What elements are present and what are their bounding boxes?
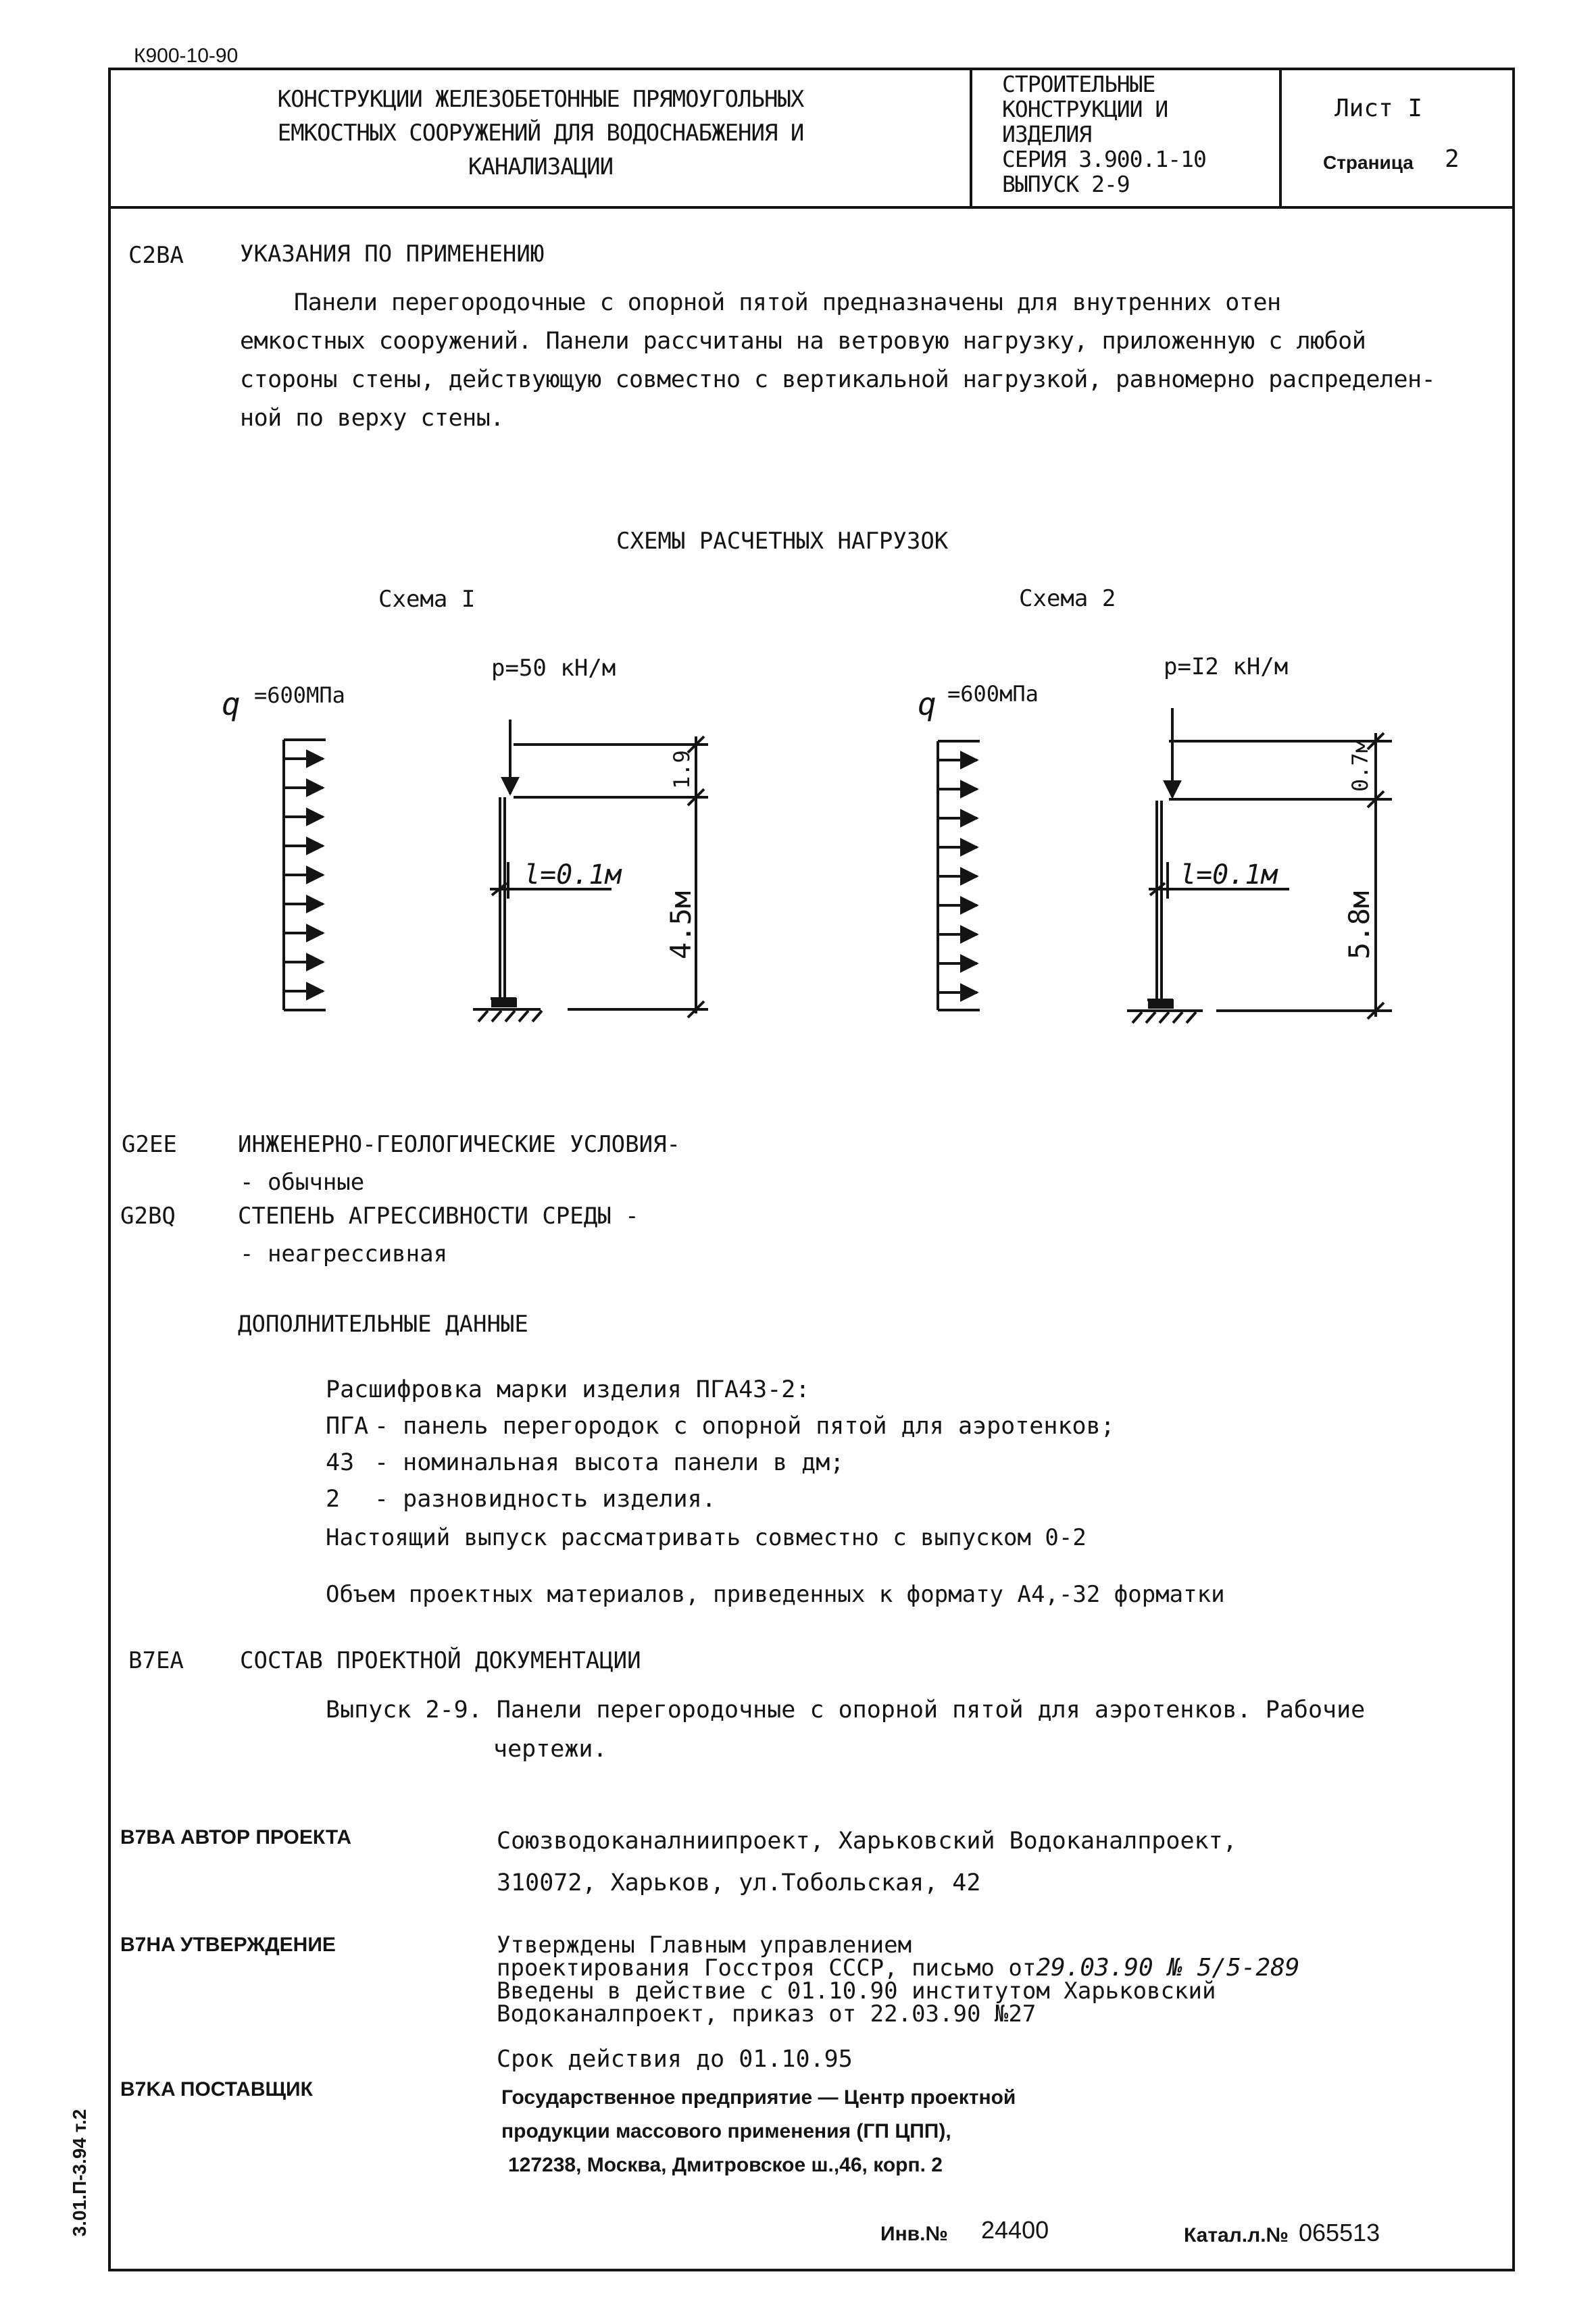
section-code: G2BQ [120,1203,176,1230]
load-schemes-diagram [0,0,1596,1081]
author-line: 310072, Харьков, ул.Тобольская, 42 [497,1869,981,1896]
corner-code: К900-10-90 [134,45,239,67]
decode-item [326,1481,1115,1517]
composition-text [326,1690,1365,1769]
supplier-validity: Срок действия до 01.10.95 [497,2046,853,2073]
decode-key: 2 [326,1486,341,1513]
scheme1-q-value: =600МПа [254,682,345,708]
scheme2-top-dim: 0.7м [1347,739,1373,792]
scheme1-height: 4.5м [664,890,697,959]
approval-text [497,1934,1299,2026]
section-code: G2EE [122,1131,177,1158]
decode-key: 43 [326,1449,355,1476]
scheme2-label: Схема 2 [1019,585,1116,612]
page-number: 2 [1445,145,1460,173]
inv-value: 24400 [981,2216,1049,2244]
paragraph-line: ной по верху стены. [240,405,504,432]
paragraph-line: емкостных сооружений. Панели рассчитаны на ветровую нагрузку, приложенную с любой [240,328,1366,355]
supplier-line: продукции массового применения (ГП ЦПП), [501,2120,951,2142]
scheme2-q-value: =600мПа [947,681,1039,707]
section-heading: СТЕПЕНЬ АГРЕССИВНОСТИ СРЕДЫ - [238,1203,639,1230]
scheme2-p-label: p=I2 кН/м [1164,653,1289,680]
scheme2-q-symbol: q [918,686,937,722]
decode-title: Расшифровка марки изделия ПГА43-2: [326,1376,810,1403]
header-title-line: КОНСТРУКЦИИ ЖЕЛЕЗОБЕТОННЫЕ ПРЯМОУГОЛЬНЫХ [277,86,804,113]
header-title-line: ЕМКОСТНЫХ СООРУЖЕНИЙ ДЛЯ ВОДОСНАБЖЕНИЯ И [277,120,804,147]
supplier-text [501,2081,1016,2182]
approval-line: Введены в действие с 01.10.90 институтом Харьковский [497,1978,1216,2005]
scheme2-wind-load [938,741,980,1010]
approval-code: B7HA УТВЕРЖДЕНИЕ [120,1934,336,1956]
catalog-value: 065513 [1299,2219,1380,2246]
decode-item [326,1444,1115,1481]
author-line: Союзводоканалниипроект, Харьковский Водоканалпроект, [497,1828,1237,1855]
approval-line [497,1954,1300,1982]
scheme1-eccentricity: l=0.1м [524,859,622,890]
approval-line: Утверждены Главным управлением [497,1932,912,1959]
page-label: Страница [1323,152,1414,173]
note: Настоящий выпуск рассматривать совместно с выпуском 0-2 [326,1524,1087,1551]
composition-line: Выпуск 2-9. Панели перегородочные с опорной пятой для аэротенков. Рабочие [326,1696,1366,1724]
author-code: B7BA АВТОР ПРОЕКТА [120,1826,352,1848]
section-heading: УКАЗАНИЯ ПО ПРИМЕНЕНИЮ [240,241,545,268]
side-stamp: 3.01.П-3.94 т.2 [69,2109,90,2237]
header-series-line: СЕРИЯ 3.900.1-10 [1002,146,1206,172]
approval-letter-ref: 29.03.90 № 5/5-289 [1036,1954,1300,1982]
condition-value: - неагрессивная [240,1240,448,1267]
catalog-label: Катал.л.№ [1184,2224,1289,2246]
header-series-line: ВЫПУСК 2-9 [1002,171,1130,197]
approval-line-text: проектирования Госстроя СССР, письмо от [497,1955,1037,1982]
schemes-title: СХЕМЫ РАСЧЕТНЫХ НАГРУЗОК [616,528,949,555]
sheet-label: Лист I [1335,95,1423,122]
paragraph-line: стороны стены, действующую совместно с вертикальной нагрузкой, равномерно распределен- [240,366,1436,393]
scheme1-label: Схема I [378,586,476,613]
condition-value: - обычные [240,1169,365,1196]
scheme2-height: 5.8м [1343,890,1376,959]
section-heading: ДОПОЛНИТЕЛЬНЫЕ ДАННЫЕ [238,1311,528,1338]
section-code: B7EA [128,1647,184,1674]
supplier-code: B7KA ПОСТАВЩИК [120,2078,313,2101]
decode-item [326,1408,1115,1444]
scheme1-p-label: p=50 кН/м [491,655,616,682]
section-code: C2BA [128,242,184,269]
approval-line: Водоканалпроект, приказ от 22.03.90 №27 [497,2001,1037,2028]
note: Объем проектных материалов, приведенных к формату А4,-32 форматки [326,1581,1225,1608]
header-series-line: СТРОИТЕЛЬНЫЕ [1002,71,1155,97]
section-heading: ИНЖЕНЕРНО-ГЕОЛОГИЧЕСКИЕ УСЛОВИЯ- [238,1131,681,1158]
scheme2-eccentricity: l=0.1м [1180,859,1278,890]
inv-label: Инв.№ [880,2223,948,2245]
header-title-line: КАНАЛИЗАЦИИ [468,153,614,180]
scheme1-q-symbol: q [222,686,241,722]
section-heading: СОСТАВ ПРОЕКТНОЙ ДОКУМЕНТАЦИИ [240,1647,641,1674]
supplier-line: 127238, Москва, Дмитровское ш.,46, корп. 2 [508,2154,943,2176]
decode-text: - панель перегородок с опорной пятой для аэротенков; [374,1413,1115,1440]
header-series-line: КОНСТРУКЦИИ И [1002,96,1168,122]
scheme1-top-dim: 1.9 [669,750,695,789]
additional-data [326,1372,1115,1517]
decode-text: - разновидность изделия. [374,1486,716,1513]
header-series-line: ИЗДЕЛИЯ [1002,121,1092,147]
decode-key: ПГА [326,1413,369,1440]
author-text [497,1820,1237,1904]
decode-text: - номинальная высота панели в дм; [374,1449,845,1476]
supplier-line: Государственное предприятие — Центр проектной [501,2086,1016,2109]
scheme1-wind-load [284,740,326,1010]
composition-line: чертежи. [493,1736,607,1763]
paragraph-line: Панели перегородочные с опорной пятой предназначены для внутренних отен [294,289,1281,316]
